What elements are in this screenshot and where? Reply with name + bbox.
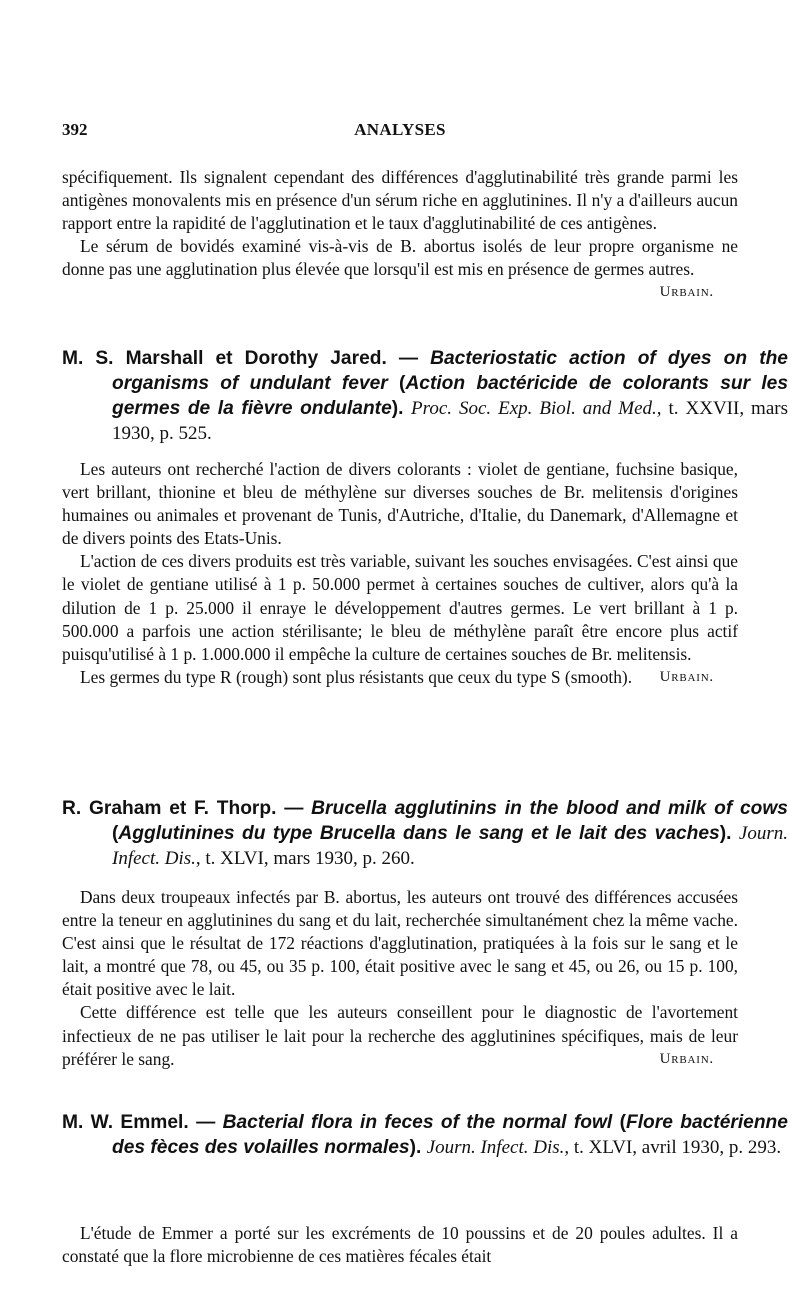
entry-title-english: Bacterial flora in feces of the normal fowl	[222, 1112, 613, 1133]
body-paragraph: Les auteurs ont recherché l'action de divers colorants : violet de gentiane, fuchsine basique, vert brillant, thionine et bleu de méthylène sur diverses souches de Br. melitensis d'origines humaines ou animales et provenant de Tunis, d'Autriche, d'Italie, du Danemark, d'Allemagne et de divers points des Etats-Unis.	[62, 459, 738, 549]
entry-dash: —	[284, 798, 304, 819]
entry-title-english: Bacteriostatic action of dyes on the organisms of undulant fever	[112, 348, 788, 394]
entry-journal: Journ. Infect. Dis.	[112, 823, 788, 869]
body-paragraph: Dans deux troupeaux infectés par B. abortus, les auteurs ont trouvé des différences accusées entre la teneur en agglutinines du sang et du lait, recherchée simultanément chez la même vache. C'est ainsi que le résultat de 172 réactions d'agglutination, pratiquées à la fois sur le sang et le lait, a montré que 78, ou 45, ou 35 p. 100, était positive avec le sang et 45, ou 26, ou 15 p. 100, était positive avec le lait.	[62, 887, 738, 1000]
entry-body	[62, 458, 738, 689]
entry-citation: t. XLVI, mars 1930, p. 260.	[205, 848, 415, 869]
body-paragraph: L'étude de Emmer a porté sur les excréments de 10 poussins et de 20 poules adultes. Il a constaté que la flore microbienne de ces matières fécales était	[62, 1223, 738, 1267]
body-paragraph	[62, 235, 738, 301]
running-head: ANALYSES	[354, 120, 446, 139]
entry-citation: t. XLVI, avril 1930, p. 293.	[573, 1137, 782, 1158]
paragraph-text: Les germes du type R (rough) sont plus résistants que ceux du type S (smooth).	[80, 666, 633, 687]
signature: Urbain.	[659, 668, 714, 685]
body-paragraph	[62, 1001, 738, 1070]
paragraph-text: Le sérum de bovidés examiné vis-à-vis de B. abortus isolés de leur propre organisme ne donne pas une agglutination plus élevée que lorsqu'il est mis en présence de germes autres.	[62, 236, 738, 280]
entry-title-french: Action bactéricide de colorants sur les germes de la fièvre ondulante	[112, 373, 788, 419]
entry-title-french: Agglutinines du type Brucella dans le sang et le lait des vaches	[118, 823, 720, 844]
entry-authors: R. Graham et F. Thorp.	[62, 798, 277, 819]
entry-heading: M. S. Marshall et Dorothy Jared. — Bacteriostatic action of dyes on the organisms of undulant fever (Action bactéricide de colorants sur les germes de la fièvre ondulante). Proc. Soc. Exp. Biol. and Med., t. XXVII, mars 1930, p. 525.	[62, 348, 788, 444]
entry-journal: Proc. Soc. Exp. Biol. and Med.	[411, 398, 657, 419]
body-paragraph: L'action de ces divers produits est très variable, suivant les souches envisagées. C'est ainsi que le violet de gentiane utilisé à 1 p. 50.000 permet à certaines souches de cultiver, alors qu'à la dilution de 1 p. 25.000 il enraye le développement d'autres germes. Le vert brillant à 1 p. 500.000 a parfois une action stérilisante; le bleu de méthylène paraît être encore plus actif puisqu'utilisé à 1 p. 1.000.000 il empêche la culture de certaines souches de Br. melitensis.	[62, 551, 738, 664]
signature: Urbain.	[659, 284, 714, 301]
entry-dash: —	[196, 1112, 216, 1133]
entry-body	[62, 886, 738, 1071]
entry-dash: —	[398, 348, 419, 369]
entry-heading: M. W. Emmel. — Bacterial flora in feces of the normal fowl (Flore bactérienne des fèces des volailles normales). Journ. Infect. Dis., t. XLVI, avril 1930, p. 293.	[62, 1112, 788, 1158]
entry-title-english: Brucella agglutinins in the blood and milk of cows	[311, 798, 788, 819]
entry-citation: t. XXVII, mars 1930, p. 525.	[112, 398, 788, 444]
entry-title-french: Flore bactérienne des fèces des volailles normales	[112, 1112, 788, 1158]
entry-heading: R. Graham et F. Thorp. — Brucella agglutinins in the blood and milk of cows (Agglutinines du type Brucella dans le sang et le lait des vaches). Journ. Infect. Dis., t. XLVI, mars 1930, p. 260.	[62, 798, 788, 869]
entry-authors: M. W. Emmel.	[62, 1112, 189, 1133]
page-header	[62, 120, 738, 142]
page-number: 392	[62, 120, 88, 139]
entry-authors: M. S. Marshall et Dorothy Jared.	[62, 348, 387, 369]
body-paragraph: spécifiquement. Ils signalent cependant des différences d'agglutinabilité très grande parmi les antigènes monovalents mis en présence d'un sérum riche en agglutinines. Il n'y a d'ailleurs aucun rapport entre la rapidité de l'agglutination et le taux d'agglutinabilité de ces antigènes.	[62, 167, 738, 234]
entry-body	[62, 1222, 738, 1268]
paragraph-text: Cette différence est telle que les auteurs conseillent pour le diagnostic de l'avortement infectieux de ne pas utiliser le lait pour la recherche des agglutinines spécifiques, mais de leur préférer le sang.	[62, 1002, 738, 1069]
continued-analysis	[62, 166, 738, 305]
body-paragraph	[62, 666, 738, 689]
entry-journal: Journ. Infect. Dis.	[426, 1137, 565, 1158]
signature: Urbain.	[659, 1050, 714, 1067]
